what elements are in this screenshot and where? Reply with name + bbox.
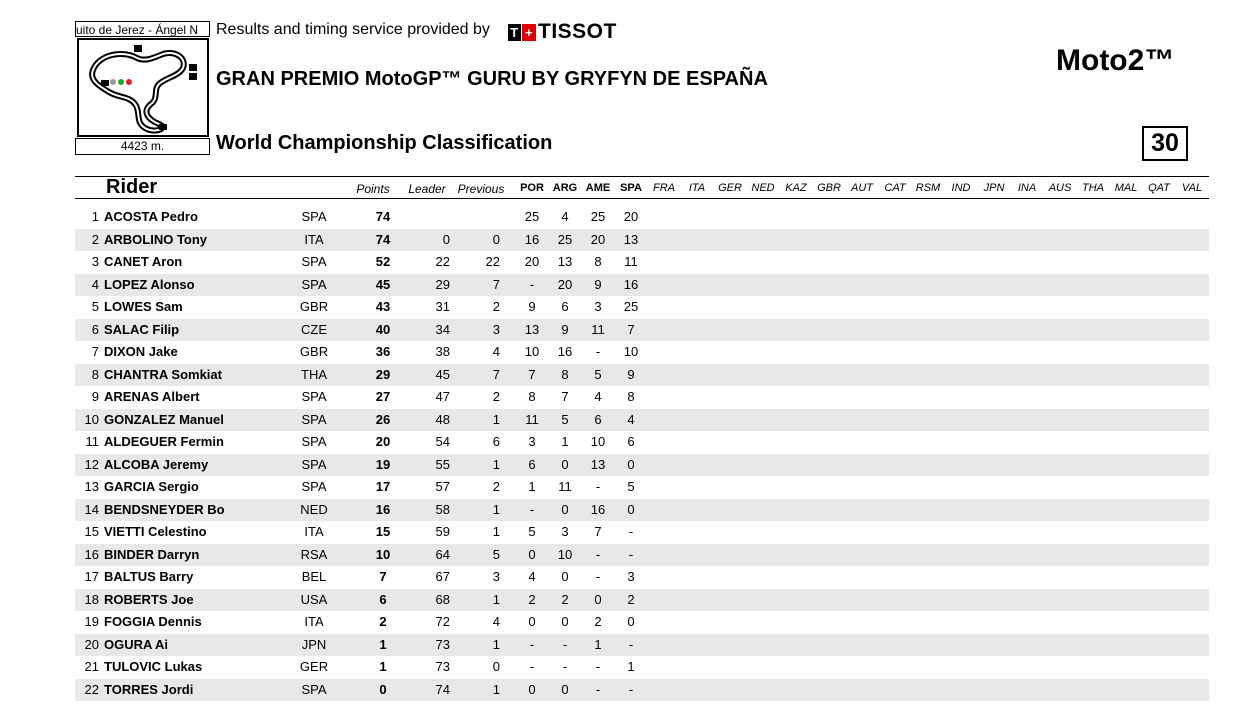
race-result-por: 0 bbox=[528, 681, 536, 697]
track-length: 4423 m. bbox=[75, 138, 210, 155]
gap-to-leader: 54 bbox=[435, 434, 450, 449]
race-result-arg: 5 bbox=[561, 411, 569, 427]
rider-points: 15 bbox=[375, 524, 391, 539]
header-race-ita: ITA bbox=[688, 182, 706, 194]
header-race-ina: INA bbox=[1017, 182, 1037, 194]
race-result-spa: 6 bbox=[627, 434, 635, 449]
race-result-por: - bbox=[529, 659, 535, 674]
gap-to-previous: 0 bbox=[492, 231, 500, 247]
race-result-arg: - bbox=[562, 659, 568, 674]
race-result-por: 9 bbox=[528, 299, 536, 314]
rider-points: 2 bbox=[379, 614, 387, 629]
rider-name: LOWES Sam bbox=[104, 299, 183, 314]
race-result-arg: 20 bbox=[557, 276, 573, 292]
gap-to-previous: 1 bbox=[492, 501, 500, 517]
gap-to-leader: 68 bbox=[435, 591, 450, 607]
rider-name: BENDSNEYDER Bo bbox=[104, 501, 225, 517]
gap-to-leader: 67 bbox=[435, 569, 450, 584]
race-result-ame: 16 bbox=[590, 501, 606, 517]
rider-name: TULOVIC Lukas bbox=[104, 659, 203, 674]
rider-points: 1 bbox=[379, 659, 387, 674]
rider-nation: ITA bbox=[304, 614, 324, 629]
gap-to-previous: 2 bbox=[492, 389, 500, 404]
rider-nation: GBR bbox=[299, 344, 329, 359]
rider-position: 19 bbox=[84, 614, 99, 629]
rider-nation: JPN bbox=[301, 636, 327, 652]
race-result-spa: 0 bbox=[627, 501, 635, 517]
gap-to-previous: 1 bbox=[492, 411, 500, 427]
race-result-spa: 7 bbox=[627, 321, 635, 337]
rider-position: 21 bbox=[84, 659, 99, 674]
gap-to-leader: 22 bbox=[435, 254, 450, 269]
race-result-arg: 2 bbox=[561, 591, 569, 607]
rider-nation: SPA bbox=[301, 434, 327, 449]
race-result-por: 20 bbox=[524, 254, 540, 269]
rider-name: ARENAS Albert bbox=[104, 389, 200, 404]
gap-to-leader: 48 bbox=[435, 411, 450, 427]
header-race-ned: NED bbox=[751, 182, 775, 194]
rider-points: 19 bbox=[375, 456, 391, 472]
race-result-ame: 13 bbox=[590, 456, 606, 472]
header-race-por: POR bbox=[520, 182, 544, 194]
race-result-por: - bbox=[529, 636, 535, 652]
race-result-por: - bbox=[529, 501, 535, 517]
race-result-spa: - bbox=[628, 546, 634, 562]
race-result-spa: 5 bbox=[627, 479, 635, 494]
rider-name: ARBOLINO Tony bbox=[104, 231, 208, 247]
gap-to-previous: 2 bbox=[492, 479, 500, 494]
gap-to-previous: 5 bbox=[492, 546, 500, 562]
tissot-t-icon: T bbox=[508, 24, 521, 41]
race-result-ame: - bbox=[595, 479, 601, 494]
header-rider: Rider bbox=[106, 176, 158, 198]
rider-nation: SPA bbox=[301, 209, 327, 224]
race-result-arg: 13 bbox=[557, 254, 573, 269]
race-result-spa: 11 bbox=[624, 254, 638, 269]
rider-position: 1 bbox=[91, 209, 99, 224]
gap-to-leader: 72 bbox=[435, 614, 450, 629]
race-result-ame: 4 bbox=[594, 389, 602, 404]
race-result-por: 11 bbox=[525, 411, 539, 427]
race-result-por: - bbox=[529, 276, 535, 292]
race-result-arg: 1 bbox=[561, 434, 569, 449]
header-race-rsm: RSM bbox=[915, 182, 941, 194]
race-result-arg: - bbox=[562, 636, 568, 652]
race-result-spa: 3 bbox=[627, 569, 635, 584]
rider-nation: RSA bbox=[300, 546, 328, 562]
rider-position: 5 bbox=[91, 299, 99, 314]
rider-position: 4 bbox=[91, 276, 99, 292]
rider-points: 17 bbox=[375, 479, 391, 494]
race-result-ame: 3 bbox=[594, 299, 602, 314]
rider-position: 3 bbox=[91, 254, 99, 269]
rider-points: 45 bbox=[375, 276, 391, 292]
race-result-arg: 25 bbox=[557, 231, 573, 247]
race-result-ame: 6 bbox=[594, 411, 602, 427]
race-result-arg: 16 bbox=[557, 344, 573, 359]
gap-to-previous: 6 bbox=[492, 434, 500, 449]
rider-name: CANET Aron bbox=[104, 254, 183, 269]
header-race-qat: QAT bbox=[1148, 182, 1170, 194]
gap-to-previous: 1 bbox=[492, 636, 500, 652]
rider-points: 10 bbox=[375, 546, 391, 562]
rider-nation: SPA bbox=[301, 456, 327, 472]
rider-position: 14 bbox=[84, 501, 99, 517]
race-result-spa: 1 bbox=[627, 659, 635, 674]
table-row bbox=[75, 409, 1209, 432]
race-result-ame: - bbox=[595, 344, 601, 359]
gap-to-leader: 59 bbox=[435, 524, 450, 539]
gap-to-previous: 1 bbox=[492, 681, 500, 697]
race-result-por: 1 bbox=[528, 479, 536, 494]
rider-position: 8 bbox=[91, 366, 99, 382]
rider-nation: GBR bbox=[299, 299, 329, 314]
header-leader: Leader bbox=[408, 182, 446, 196]
race-result-arg: 11 bbox=[558, 479, 572, 494]
race-result-spa: 20 bbox=[623, 209, 639, 224]
table-row bbox=[75, 206, 1209, 229]
table-row bbox=[75, 589, 1209, 612]
gap-to-leader: 45 bbox=[435, 366, 450, 382]
table-row bbox=[75, 566, 1209, 589]
race-result-arg: 0 bbox=[561, 501, 569, 517]
gap-to-leader: 73 bbox=[435, 659, 450, 674]
rider-points: 16 bbox=[375, 501, 391, 517]
gap-to-leader: 58 bbox=[435, 501, 450, 517]
race-result-ame: 7 bbox=[594, 524, 602, 539]
race-result-spa: 0 bbox=[627, 614, 635, 629]
race-result-spa: 25 bbox=[623, 299, 639, 314]
rider-position: 16 bbox=[84, 546, 99, 562]
rider-name: FOGGIA Dennis bbox=[104, 614, 202, 629]
rider-position: 17 bbox=[84, 569, 99, 584]
rider-name: SALAC Filip bbox=[104, 321, 180, 337]
gap-to-leader: 29 bbox=[435, 276, 450, 292]
rider-points: 1 bbox=[379, 636, 387, 652]
race-result-spa: 16 bbox=[623, 276, 639, 292]
rider-position: 2 bbox=[91, 231, 99, 247]
race-result-arg: 0 bbox=[561, 569, 569, 584]
standings-table bbox=[75, 206, 1209, 701]
race-result-spa: 8 bbox=[627, 389, 635, 404]
race-result-por: 4 bbox=[528, 569, 536, 584]
header-race-tha: THA bbox=[1082, 182, 1104, 194]
race-result-por: 5 bbox=[528, 524, 536, 539]
rider-nation: ITA bbox=[304, 524, 324, 539]
race-result-ame: - bbox=[595, 659, 601, 674]
rider-position: 12 bbox=[84, 456, 99, 472]
gap-to-previous: 4 bbox=[492, 614, 500, 629]
table-row bbox=[75, 679, 1209, 702]
race-result-por: 13 bbox=[524, 321, 540, 337]
race-result-arg: 0 bbox=[561, 456, 569, 472]
table-row bbox=[75, 319, 1209, 342]
gap-to-previous: 1 bbox=[492, 456, 500, 472]
table-row bbox=[75, 656, 1209, 679]
track-map bbox=[77, 38, 209, 137]
rider-points: 40 bbox=[375, 321, 391, 337]
rider-points: 7 bbox=[379, 569, 387, 584]
rider-nation: SPA bbox=[301, 479, 327, 494]
gap-to-leader: 31 bbox=[435, 299, 450, 314]
race-result-ame: - bbox=[595, 569, 601, 584]
rider-nation: BEL bbox=[301, 569, 327, 584]
table-top-rule bbox=[75, 176, 1209, 177]
gap-to-previous: 3 bbox=[492, 321, 500, 337]
race-result-spa: - bbox=[628, 681, 634, 697]
gap-to-previous: 7 bbox=[492, 366, 500, 382]
header-points: Points bbox=[356, 182, 390, 196]
race-result-ame: 8 bbox=[594, 254, 602, 269]
table-row bbox=[75, 341, 1209, 364]
race-result-ame: 10 bbox=[590, 434, 606, 449]
rider-nation: SPA bbox=[301, 276, 327, 292]
header-race-ame: AME bbox=[585, 182, 611, 194]
rider-points: 43 bbox=[375, 299, 391, 314]
rider-position: 11 bbox=[85, 434, 99, 449]
race-result-ame: - bbox=[595, 546, 601, 562]
rider-name: ACOSTA Pedro bbox=[104, 209, 198, 224]
table-row bbox=[75, 431, 1209, 454]
gap-to-leader: 57 bbox=[435, 479, 450, 494]
gap-to-leader: 47 bbox=[435, 389, 450, 404]
race-result-por: 16 bbox=[524, 231, 540, 247]
rider-position: 10 bbox=[84, 411, 99, 427]
gap-to-previous: 7 bbox=[492, 276, 500, 292]
header-race-spa: SPA bbox=[620, 182, 642, 194]
race-result-ame: 25 bbox=[590, 209, 606, 224]
circuit-name: uito de Jerez - Ángel N bbox=[75, 21, 210, 37]
tissot-wordmark: TISSOT bbox=[538, 20, 617, 43]
page-number: 30 bbox=[1142, 126, 1188, 161]
rider-name: TORRES Jordi bbox=[104, 681, 194, 697]
rider-points: 27 bbox=[375, 389, 391, 404]
rider-name: ROBERTS Joe bbox=[104, 591, 194, 607]
rider-nation: ITA bbox=[304, 231, 324, 247]
header-race-aus: AUS bbox=[1048, 182, 1072, 194]
header-race-aut: AUT bbox=[851, 182, 873, 194]
race-result-arg: 0 bbox=[561, 614, 569, 629]
race-result-arg: 10 bbox=[557, 546, 573, 562]
rider-name: ALCOBA Jeremy bbox=[104, 456, 209, 472]
race-result-por: 6 bbox=[528, 456, 536, 472]
rider-points: 29 bbox=[375, 366, 391, 382]
header-race-jpn: JPN bbox=[983, 182, 1005, 194]
gap-to-previous: 2 bbox=[492, 299, 500, 314]
rider-position: 20 bbox=[84, 636, 99, 652]
gap-to-previous: 0 bbox=[492, 659, 500, 674]
race-result-ame: 1 bbox=[594, 636, 602, 652]
table-row bbox=[75, 476, 1209, 499]
rider-position: 15 bbox=[84, 524, 99, 539]
gap-to-leader: 34 bbox=[435, 321, 450, 337]
rider-nation: THA bbox=[301, 366, 327, 382]
header-race-kaz: KAZ bbox=[785, 182, 807, 194]
gap-to-previous: 22 bbox=[485, 254, 500, 269]
race-result-spa: 4 bbox=[627, 411, 635, 427]
race-result-por: 3 bbox=[528, 434, 536, 449]
gap-to-leader: 38 bbox=[435, 344, 450, 359]
race-result-spa: 0 bbox=[627, 456, 635, 472]
rider-nation: SPA bbox=[301, 681, 327, 697]
race-result-ame: - bbox=[595, 681, 601, 697]
race-result-arg: 0 bbox=[561, 681, 569, 697]
race-result-arg: 4 bbox=[561, 209, 569, 224]
rider-points: 0 bbox=[379, 681, 387, 697]
timing-provider-text: Results and timing service provided by bbox=[216, 21, 490, 38]
rider-name: DIXON Jake bbox=[104, 344, 178, 359]
gap-to-leader: 64 bbox=[435, 546, 450, 562]
table-row bbox=[75, 296, 1209, 319]
race-result-spa: 2 bbox=[627, 591, 635, 607]
table-row bbox=[75, 521, 1209, 544]
header-race-val: VAL bbox=[1181, 182, 1203, 194]
rider-nation: GER bbox=[299, 659, 329, 674]
gap-to-previous: 1 bbox=[492, 524, 500, 539]
race-result-ame: 9 bbox=[594, 276, 602, 292]
race-result-spa: 13 bbox=[623, 231, 639, 247]
tissot-logo bbox=[508, 20, 617, 44]
rider-name: GONZALEZ Manuel bbox=[104, 411, 224, 427]
race-result-arg: 6 bbox=[561, 299, 569, 314]
race-result-ame: 5 bbox=[594, 366, 602, 382]
rider-points: 74 bbox=[375, 209, 391, 224]
rider-name: BINDER Darryn bbox=[104, 546, 200, 562]
rider-points: 52 bbox=[375, 254, 391, 269]
race-result-arg: 3 bbox=[561, 524, 569, 539]
table-header-rule bbox=[75, 198, 1209, 199]
race-result-spa: - bbox=[628, 524, 634, 539]
rider-position: 7 bbox=[91, 344, 99, 359]
swiss-cross-icon: + bbox=[522, 24, 536, 41]
header-race-ind: IND bbox=[951, 182, 971, 194]
rider-position: 18 bbox=[84, 591, 99, 607]
rider-nation: USA bbox=[300, 591, 328, 607]
rider-nation: SPA bbox=[301, 411, 327, 427]
rider-position: 6 bbox=[91, 321, 99, 337]
header-race-gbr: GBR bbox=[817, 182, 841, 194]
rider-name: BALTUS Barry bbox=[104, 569, 194, 584]
table-row bbox=[75, 454, 1209, 477]
rider-nation: SPA bbox=[301, 389, 327, 404]
document-title: World Championship Classification bbox=[216, 132, 553, 154]
gap-to-leader: 73 bbox=[435, 636, 450, 652]
rider-nation: CZE bbox=[301, 321, 327, 337]
rider-name: VIETTI Celestino bbox=[104, 524, 207, 539]
rider-points: 20 bbox=[375, 434, 391, 449]
race-result-ame: 2 bbox=[594, 614, 602, 629]
table-row bbox=[75, 499, 1209, 522]
race-result-arg: 9 bbox=[561, 321, 569, 337]
race-result-por: 0 bbox=[528, 546, 536, 562]
rider-position: 9 bbox=[91, 389, 99, 404]
race-result-ame: 0 bbox=[594, 591, 602, 607]
gap-to-previous: 3 bbox=[492, 569, 500, 584]
race-result-por: 7 bbox=[528, 366, 536, 382]
rider-points: 36 bbox=[375, 344, 391, 359]
gap-to-leader: 0 bbox=[442, 231, 450, 247]
rider-points: 74 bbox=[375, 231, 391, 247]
track-layout-icon bbox=[79, 40, 207, 135]
header-previous: Previous bbox=[457, 182, 505, 196]
class-title: Moto2™ bbox=[1056, 44, 1175, 77]
table-row bbox=[75, 544, 1209, 567]
rider-nation: SPA bbox=[301, 254, 327, 269]
rider-name: GARCIA Sergio bbox=[104, 479, 199, 494]
table-row bbox=[75, 386, 1209, 409]
rider-nation: NED bbox=[300, 501, 328, 517]
rider-points: 6 bbox=[379, 591, 387, 607]
race-result-ame: 11 bbox=[591, 321, 605, 337]
race-result-por: 0 bbox=[528, 614, 536, 629]
race-result-por: 8 bbox=[528, 389, 536, 404]
gap-to-leader: 55 bbox=[435, 456, 450, 472]
table-row bbox=[75, 274, 1209, 297]
header-race-mal: MAL bbox=[1114, 182, 1138, 194]
gap-to-previous: 1 bbox=[492, 591, 500, 607]
rider-position: 13 bbox=[84, 479, 99, 494]
rider-name: LOPEZ Alonso bbox=[104, 276, 195, 292]
rider-name: ALDEGUER Fermin bbox=[104, 434, 224, 449]
rider-points: 26 bbox=[375, 411, 391, 427]
race-result-spa: 9 bbox=[627, 366, 635, 382]
race-result-spa: 10 bbox=[623, 344, 639, 359]
table-row bbox=[75, 364, 1209, 387]
race-result-por: 10 bbox=[524, 344, 540, 359]
race-result-spa: - bbox=[628, 636, 634, 652]
rider-name: OGURA Ai bbox=[104, 636, 169, 652]
race-result-ame: 20 bbox=[590, 231, 606, 247]
race-result-arg: 7 bbox=[561, 389, 569, 404]
table-row bbox=[75, 251, 1209, 274]
header-race-fra: FRA bbox=[653, 182, 675, 194]
table-row bbox=[75, 229, 1209, 252]
table-row bbox=[75, 634, 1209, 657]
event-title: GRAN PREMIO MotoGP™ GURU BY GRYFYN DE ESPAÑA bbox=[216, 68, 768, 90]
header-race-cat: CAT bbox=[884, 182, 906, 194]
race-result-por: 25 bbox=[524, 209, 540, 224]
race-result-arg: 8 bbox=[561, 366, 569, 382]
rider-name: CHANTRA Somkiat bbox=[104, 366, 222, 382]
rider-position: 22 bbox=[84, 681, 99, 697]
table-row bbox=[75, 611, 1209, 634]
gap-to-leader: 74 bbox=[435, 681, 450, 697]
header-race-ger: GER bbox=[718, 182, 742, 194]
race-result-por: 2 bbox=[528, 591, 536, 607]
header-race-arg: ARG bbox=[552, 182, 578, 194]
gap-to-previous: 4 bbox=[492, 344, 500, 359]
